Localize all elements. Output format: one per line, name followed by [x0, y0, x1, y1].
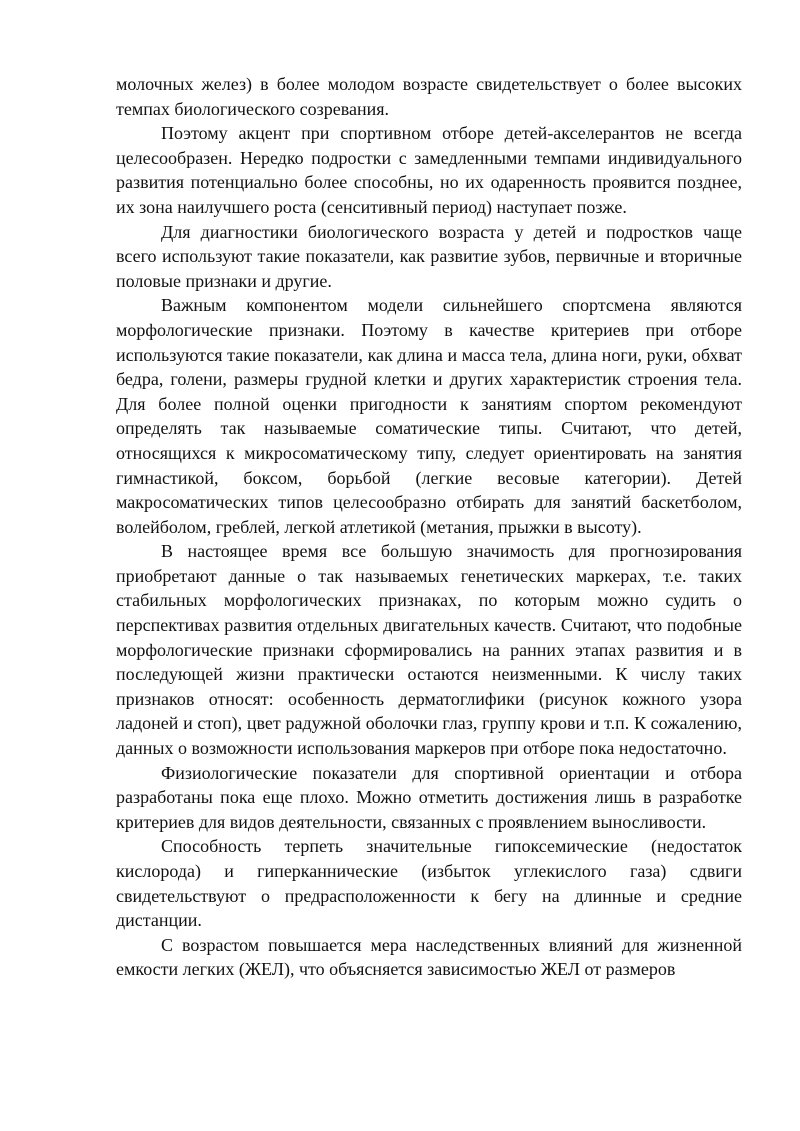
- paragraph: В настоящее время все большую значимость для прогнозирования приобретают данные о так называемых генетических маркерах, т.е. таких стабильных морфологических признаках, по которым можно судить о перспективах развития отдельных двигательных качеств. Считают, что подобные морфологические признаки сформировались на ранних этапах развития и в последующей жизни практически остаются неизменными. К числу таких признаков относят: особенность дерматоглифики (рисунок кожного узора ладоней и стоп), цвет радужной оболочки глаз, группу крови и т.п. К сожалению, данных о возможности использования маркеров при отборе пока недостаточно.: [116, 541, 742, 759]
- paragraph: Физиологические показатели для спортивной ориентации и отбора разработаны пока еще плохо. Можно отметить достижения лишь в разработке критериев для видов деятельности, связанных с проявлением выносливости.: [116, 762, 742, 832]
- paragraph: Способность терпеть значительные гипоксемические (недостаток кислорода) и гиперканнические (избыток углекислого газа) сдвиги свидетельствуют о предрасположенности к бегу на длинные и средние дистанции.: [116, 836, 742, 931]
- paragraph: С возрастом повышается мера наследственных влияний для жизненной емкости легких (ЖЕЛ), что объясняется зависимостью ЖЕЛ от размеров: [116, 934, 742, 980]
- document-page: [116, 72, 742, 982]
- paragraph: Для диагностики биологического возраста у детей и подростков чаще всего используют такие показатели, как развитие зубов, первичные и вторичные половые признаки и другие.: [116, 221, 742, 291]
- paragraph: молочных желез) в более молодом возрасте свидетельствует о более высоких темпах биологического созревания.: [116, 74, 742, 119]
- paragraph: Важным компонентом модели сильнейшего спортсмена являются морфологические признаки. Поэтому в качестве критериев при отборе используются такие показатели, как длина и масса тела, длина ноги, руки, обхват бедра, голени, размеры грудной клетки и других характеристик строения тела. Для более полной оценки пригодности к занятиям спортом рекомендуют определять так называемые соматические типы. Считают, что детей, относящихся к микросоматическому типу, следует ориентировать на занятия гимнастикой, боксом, борьбой (легкие весовые категории). Детей макросоматических типов целесообразно отбирать для занятий баскетболом, волейболом, греблей, легкой атлетикой (метания, прыжки в высоту).: [116, 295, 742, 537]
- paragraph: Поэтому акцент при спортивном отборе детей-акселерантов не всегда целесообразен. Нередко подростки с замедленными темпами индивидуального развития потенциально более способны, но их одаренность проявится позднее, их зона наилучшего роста (сенситивный период) наступает позже.: [116, 123, 742, 217]
